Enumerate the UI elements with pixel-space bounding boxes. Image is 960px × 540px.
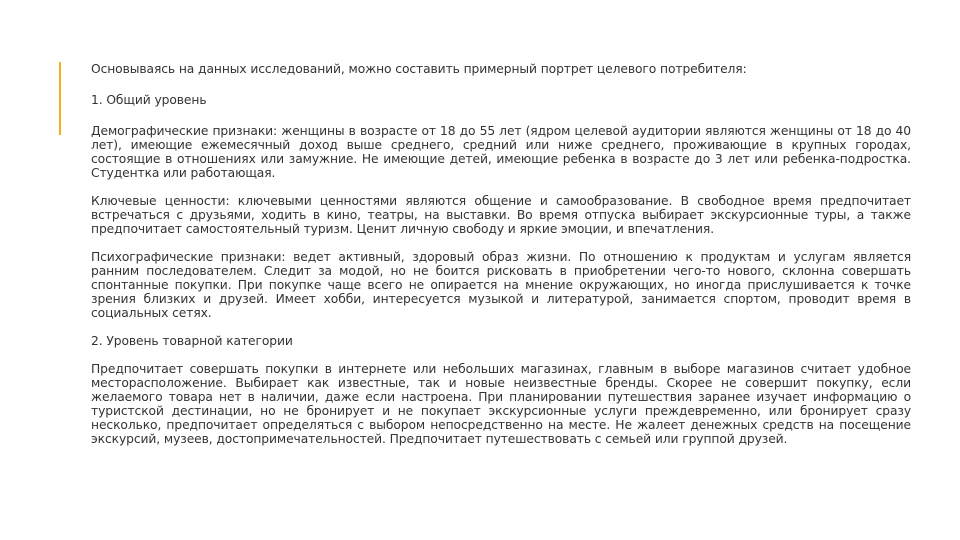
category-paragraph: Предпочитает совершать покупки в интернете или небольших магазинах, главным в выборе магазинов считает удобное месторасположение. Выбирает как известные, так и новые неизвестные бренды. Скорее не совершит покупку, если желаемого товара нет в наличии, даже если настроена. При планировании путешествия заранее изучает информацию о туристской дестинации, но не бронирует и не покупает экскурсионные услуги преждевременно, или бронирует сразу несколько, предпочитает определяться с выбором непосредственно на месте. Не жалеет денежных средств на посещение экскурсий, музеев, достопримечательностей. Предпочитает путешествовать с семьей или группой друзей. (91, 362, 911, 446)
values-paragraph: Ключевые ценности: ключевыми ценностями являются общение и самообразование. В свободное время предпочитает встречаться с друзьями, ходить в кино, театры, на выставки. Во время отпуска выбирает экскурсионные туры, а также предпочитает самостоятельный туризм. Ценит личную свободу и яркие эмоции, и впечатления. (91, 194, 911, 236)
accent-bar (59, 62, 61, 135)
intro-paragraph: Основываясь на данных исследований, можно составить примерный портрет целевого потребителя: (91, 62, 747, 76)
section-heading-general: 1. Общий уровень (91, 93, 207, 107)
slide-content (91, 62, 911, 446)
demographics-paragraph: Демографические признаки: женщины в возрасте от 18 до 55 лет (ядром целевой аудитории являются женщины от 18 до 40 лет), имеющие ежемесячный доход выше среднего, средний или ниже среднего, проживающие в крупных городах, состоящие в отношениях или замужние. Не имеющие детей, имеющие ребенка в возрасте до 3 лет или ребенка-подростка. Студентка или работающая. (91, 124, 911, 180)
section-heading-category: 2. Уровень товарной категории (91, 334, 293, 348)
psychographics-paragraph: Психографические признаки: ведет активный, здоровый образ жизни. По отношению к продуктам и услугам является ранним последователем. Следит за модой, но не боится рисковать в приобретении чего-то нового, склонна совершать спонтанные покупки. При покупке чаще всего не опирается на мнение окружающих, но иногда прислушивается к точке зрения близких и друзей. Имеет хобби, интересуется музыкой и литературой, занимается спортом, проводит время в социальных сетях. (91, 250, 911, 320)
